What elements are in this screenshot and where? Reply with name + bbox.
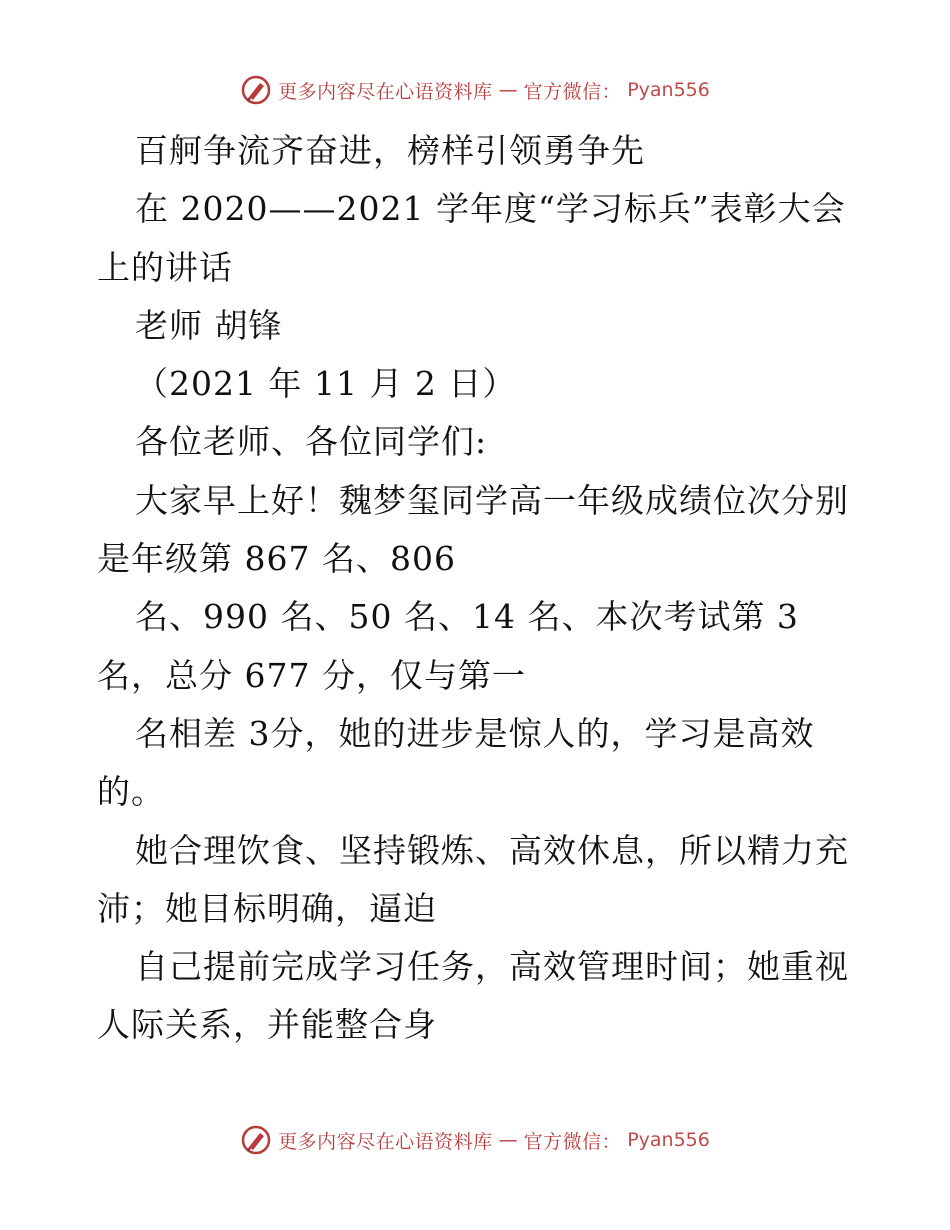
watermark-id: Pyan556 (627, 1129, 710, 1151)
paragraph-line: 的。 (97, 772, 165, 812)
paragraph-line: 人际关系，并能整合身 (97, 1005, 437, 1045)
watermark-separator: — (498, 1129, 518, 1151)
pen-logo-icon (240, 1124, 272, 1156)
paragraph-line: 名相差 3分，她的进步是惊人的，学习是高效 (135, 713, 815, 753)
pen-logo-icon (240, 74, 272, 106)
doc-author: 老师 胡锋 (135, 305, 283, 345)
watermark-id: Pyan556 (627, 79, 710, 101)
watermark-footer (0, 1120, 950, 1160)
watermark-label: 官方微信： (523, 1130, 622, 1153)
paragraph-line: 名，总分 677 分，仅与第一 (97, 655, 526, 695)
paragraph-line: 是年级第 867 名、806 (97, 539, 456, 579)
watermark-label: 官方微信： (523, 80, 622, 103)
doc-title: 百舸争流齐奋进，榜样引领勇争先 (135, 131, 645, 170)
paragraph-line: 名、990 名、50 名、14 名、本次考试第 3 (135, 597, 799, 637)
watermark-header (0, 70, 950, 110)
watermark-separator: — (498, 79, 518, 101)
doc-date: （2021 年 11 月 2 日） (135, 364, 517, 404)
paragraph-line: 她合理饮食、坚持锻炼、高效休息，所以精力充 (135, 830, 849, 870)
watermark-text: 更多内容尽在心语资料库 (278, 1130, 493, 1153)
doc-subtitle-line-2: 上的讲话 (97, 247, 233, 287)
watermark-text: 更多内容尽在心语资料库 (278, 80, 493, 103)
doc-greeting: 各位老师、各位同学们: (135, 422, 488, 462)
doc-subtitle-line-1: 在 2020——2021 学年度“学习标兵”表彰大会 (135, 189, 846, 229)
paragraph-line: 沛；她目标明确，逼迫 (97, 888, 437, 928)
paragraph-line: 大家早上好！魏梦玺同学高一年级成绩位次分别 (135, 480, 849, 520)
paragraph-line: 自己提前完成学习任务，高效管理时间；她重视 (135, 947, 849, 987)
document-body (97, 122, 857, 1055)
